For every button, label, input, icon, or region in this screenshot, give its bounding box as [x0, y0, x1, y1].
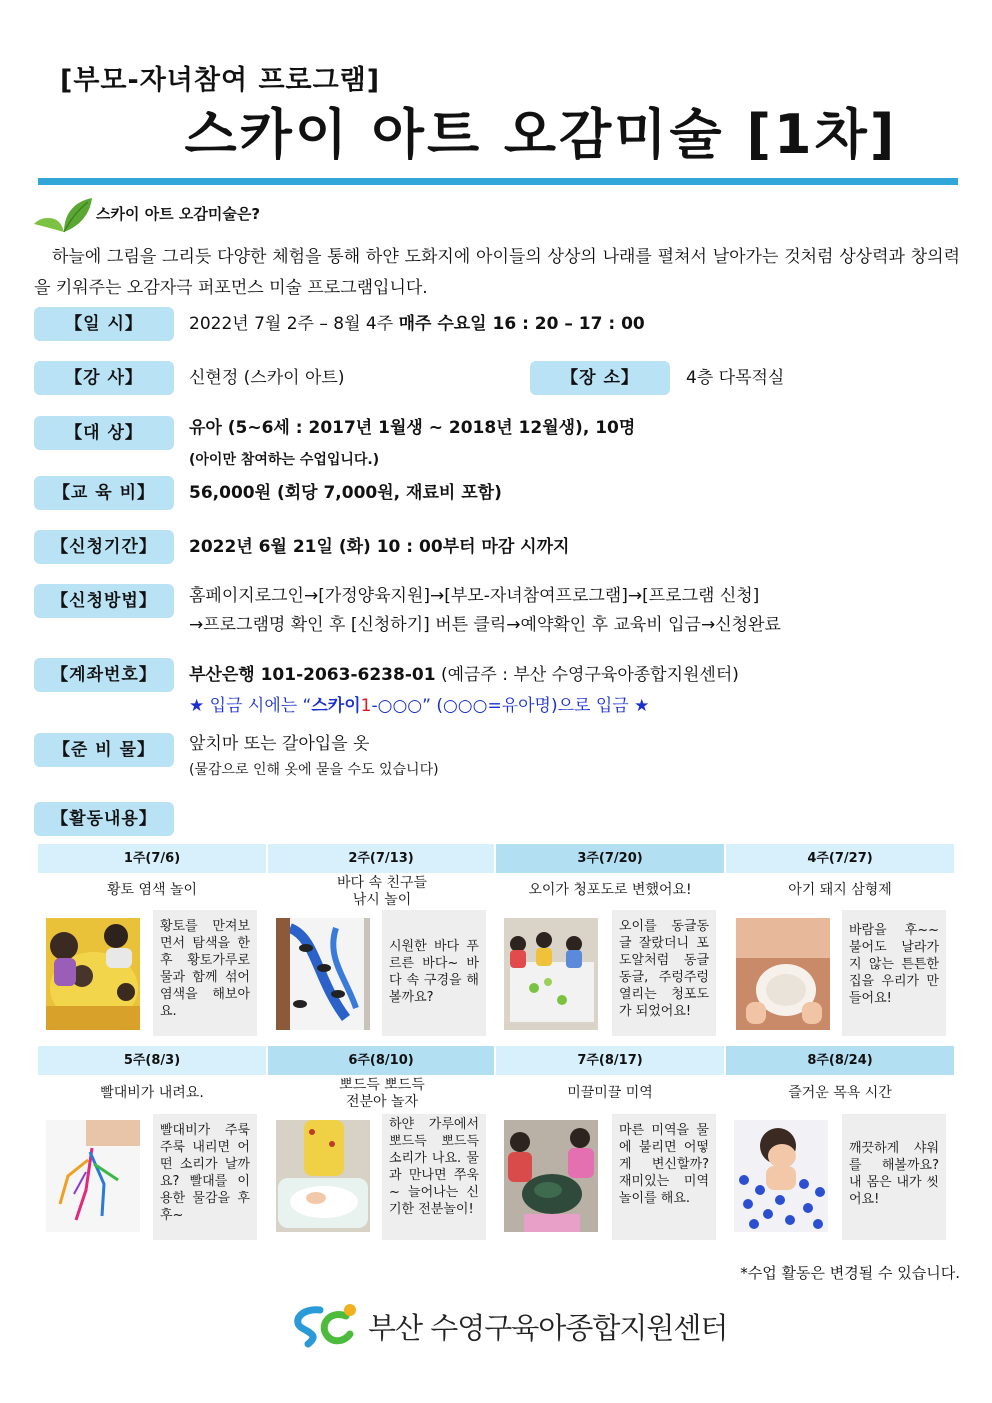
deposit-notice-name: 스카이 [311, 696, 361, 716]
intro-text: 하늘에 그림을 그리듯 다양한 체험을 통해 하얀 도화지에 아이들의 상상의 나래를 펼쳐서 날아가는 것처럼 상상력과 창의력을 키워주는 오감자극 퍼포먼스 미술 프로그램입니다. [34, 247, 960, 298]
fee-value: 56,000원 (회당 7,000원, 재료비 포함) [189, 483, 502, 503]
activity-description: 빨대비가 주룩주룩 내리면 어떤 소리가 날까요? 빨대를 이용한 물감을 후후~ [153, 1114, 257, 1240]
program-category: [부모-자녀참여 프로그램] [60, 65, 381, 96]
place-value: 4층 다목적실 [686, 368, 785, 388]
week-header: 4주(7/27) [726, 844, 954, 873]
target-value: 유아 (5~6세 : 2017년 1월생 ~ 2018년 12월생), 10명 [189, 418, 636, 438]
activity-name: 아기 돼지 삼형제 [788, 882, 892, 898]
deposit-notice-rest: -○○○” (○○○=유아명)으로 입금 ★ [371, 696, 650, 716]
center-logo-icon [290, 1302, 360, 1350]
account-number: 부산은행 101-2063-6238-01 [189, 665, 436, 685]
activity-photo-sea-fishing [276, 918, 370, 1030]
account-holder: (예금주 : 부산 수영구육아종합지원센터) [440, 665, 739, 685]
activity-description: 마른 미역을 물에 불리면 어떻게 변신할까? 재미있는 미역놀이를 해요. [612, 1114, 716, 1240]
leaf-icon [34, 196, 92, 234]
week-header: 8주(8/24) [726, 1046, 954, 1075]
deposit-notice-number: 1 [360, 696, 372, 716]
period-value: 2022년 6월 21일 (화) 10 : 00부터 마감 시까지 [189, 537, 570, 557]
week-header: 7주(8/17) [496, 1046, 724, 1075]
activity-name: 뽀드득 뽀드득 전분아 놀자 [339, 1077, 425, 1110]
activity-photo-bath-time [734, 1120, 828, 1232]
deposit-notice-prefix: ★ 입금 시에는 “ [189, 696, 312, 716]
method-line-2: →프로그램명 확인 후 [신청하기] 버튼 클릭→예약확인 후 교육비 입금→신청완료 [189, 615, 781, 635]
method-line-1: 홈페이지로그인→[가정양육지원]→[부모-자녀참여프로그램]→[프로그램 신청] [189, 586, 760, 606]
activity-photo-starch-play [276, 1120, 370, 1232]
instructor-value: 신현정 (스카이 아트) [189, 368, 345, 388]
activity-name: 바다 속 친구들 낚시 놀이 [336, 875, 428, 908]
label-activities: 【활동내용】 [34, 802, 174, 836]
activity-photo-seaweed [504, 1120, 598, 1232]
schedule-change-note: *수업 활동은 변경될 수 있습니다. [740, 1264, 960, 1282]
activity-name: 즐거운 목욕 시간 [788, 1085, 892, 1101]
activity-name: 미끌미끌 미역 [567, 1085, 653, 1101]
activity-description: 황토를 만져보면서 탐색을 한 후 황토가루로 물과 함께 섞어 염색을 해보아요. [153, 910, 257, 1036]
target-note: (아이만 참여하는 수업입니다.) [189, 452, 380, 468]
title-divider [38, 178, 958, 185]
week-header: 1주(7/6) [38, 844, 266, 873]
prep-value: 앞치마 또는 갈아입을 옷 [189, 734, 370, 754]
label-method: 【신청방법】 [34, 584, 174, 618]
activity-photo-straw-rain [46, 1120, 140, 1232]
activity-photo-clay-dyeing [46, 918, 140, 1030]
label-target: 【대 상】 [34, 416, 174, 450]
week-header: 3주(7/20) [496, 844, 724, 873]
prep-note: (물감으로 인해 옷에 묻을 수도 있습니다) [189, 762, 439, 778]
label-place: 【장 소】 [530, 361, 670, 395]
week-header: 6주(8/10) [268, 1046, 494, 1075]
label-instructor: 【강 사】 [34, 361, 174, 395]
label-account: 【계좌번호】 [34, 658, 174, 692]
label-period: 【신청기간】 [34, 530, 174, 564]
deposit-notice [189, 692, 649, 720]
activity-description: 시원한 바다 푸르른 바다~ 바다 속 구경을 해볼까요? [382, 910, 486, 1036]
date-range: 2022년 7월 2주 – 8월 4주 [189, 314, 394, 334]
activity-photo-cucumber-grapes [504, 918, 598, 1030]
page-title [0, 92, 992, 169]
page-title-text: 스카이 아트 오감미술 [1차] [184, 103, 898, 166]
activity-description: 하얀 가루에서 뽀드득 뽀드득 소리가 나요. 물과 만나면 쭈욱~ 늘어나는 신기한 전분놀이! [382, 1114, 486, 1240]
activity-name: 오이가 청포도로 변했어요! [528, 882, 692, 898]
activity-description: 바람을 후~~ 불어도 날라가지 않는 튼튼한 집을 우리가 만들어요! [842, 910, 946, 1036]
activity-description: 깨끗하게 샤워를 해볼까요? 내 몸은 내가 씻어요! [842, 1114, 946, 1240]
date-schedule: 매주 수요일 16 : 20 – 17 : 00 [398, 314, 645, 334]
intro-heading: 스카이 아트 오감미술은? [96, 205, 261, 223]
label-date: 【일 시】 [34, 307, 174, 341]
account-value [189, 661, 739, 689]
organization-name: 부산 수영구육아종합지원센터 [368, 1311, 728, 1345]
week-header: 5주(8/3) [38, 1046, 266, 1075]
week-header: 2주(7/13) [268, 844, 494, 873]
activity-name: 빨대비가 내려요. [100, 1085, 204, 1101]
label-fee: 【교 육 비】 [34, 476, 174, 510]
activity-description: 오이를 동글동글 잘랐더니 포도알처럼 동글동글, 주렁주렁 열리는 청포도가 되었어요! [612, 910, 716, 1036]
activity-photo-three-pigs [736, 918, 830, 1030]
date-value [189, 310, 645, 338]
label-prep: 【준 비 물】 [34, 733, 174, 767]
activity-name: 황토 염색 놀이 [106, 882, 198, 898]
